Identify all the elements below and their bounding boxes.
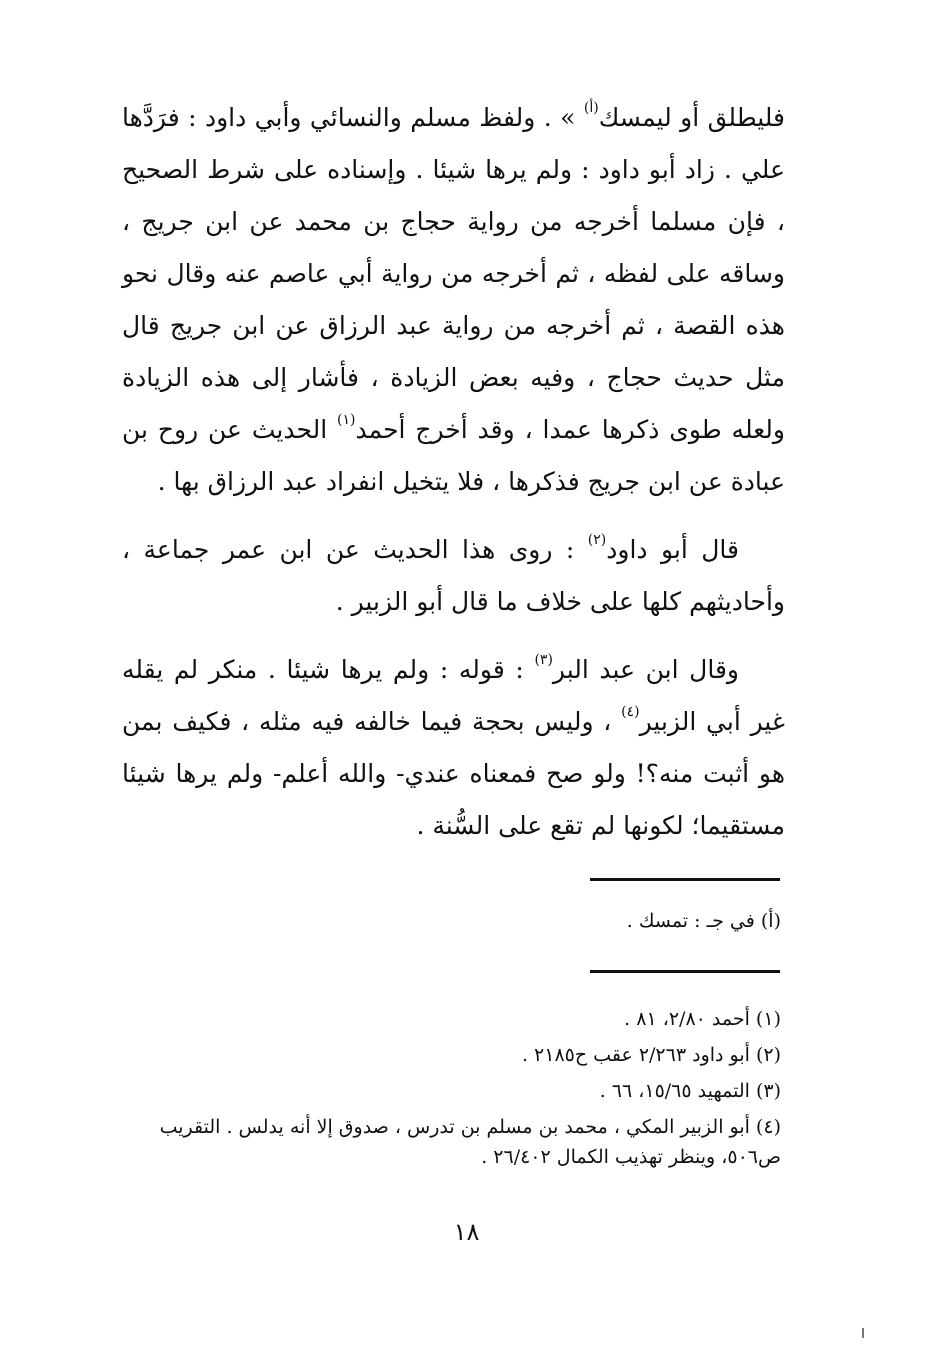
text-segment: فليطلق أو ليمسك (598, 103, 785, 132)
footnote-ref[interactable]: (١) (337, 412, 356, 428)
main-text-body (122, 92, 785, 868)
footnote-item: (٢) أبو داود ٢/٢٦٣ عقب ح٢١٨٥ . (521, 1044, 781, 1066)
footnote-item: (١) أحمد ٢/٨٠، ٨١ . (624, 1008, 781, 1030)
paragraph-1 (122, 92, 785, 508)
text-segment: قال أبو داود (606, 535, 739, 564)
variant-note-item: (أ) في جـ : تمسك . (626, 910, 781, 932)
footnote-item: (٤) أبو الزبير المكي ، محمد بن مسلم بن تدرس ، صدوق إلا أنه يدلس . التقريب ص٥٠٦، وينظر تهذيب الكمال ٢٦/٤٠٢ . (159, 1116, 781, 1168)
footnotes (118, 1004, 781, 1178)
text-segment: ، وليس بحجة فيما خالفه فيه مثله ، فكيف بمن هو أثبت منه؟! ولو صح فمعناه عندي- والله أعلم- ولم يرها شيئا مستقيما؛ لكونها لم تقع على السُّنة . (122, 707, 785, 840)
text-segment: : قوله : ولم يرها شيئا . منكر لم يقله غير أبي الزبير (122, 655, 785, 736)
variant-notes-separator (590, 878, 780, 881)
footnote-ref[interactable]: (٤) (621, 704, 640, 720)
paragraph-2 (122, 524, 785, 628)
variant-notes (120, 905, 781, 943)
text-segment: الحديث عن روح بن عبادة عن ابن جريج فذكرها ، فلا يتخيل انفراد عبد الرزاق بها . (122, 415, 785, 496)
text-segment: وقال ابن عبد البر (552, 655, 739, 684)
variant-note-ref[interactable]: (أ) (583, 100, 599, 116)
text-segment: : روى هذا الحديث عن ابن عمر جماعة ، وأحاديثهم كلها على خلاف ما قال أبو الزبير . (122, 535, 785, 616)
scan-speck (862, 1328, 864, 1338)
footnote-ref[interactable]: (٢) (587, 532, 607, 548)
page-number: ١٨ (453, 1218, 480, 1246)
footnote-ref[interactable]: (٣) (534, 652, 553, 668)
footnotes-separator (590, 970, 780, 973)
paragraph-3 (122, 644, 785, 852)
text-segment: » . ولفظ مسلم والنسائي وأبي داود : فرَدَّها علي . زاد أبو داود : ولم يرها شيئا . وإسناده على شرط الصحيح ، فإن مسلما أخرجه من رواية حجاج بن محمد عن ابن جريج ، وساقه على لفظه ، ثم أخرجه من رواية أبي عاصم عنه وقال نحو هذه القصة ، ثم أخرجه من رواية عبد الرزاق عن ابن جريج قال مثل حديث حجاج ، وفيه بعض الزيادة ، فأشار إلى هذه الزيادة ولعله طوى ذكرها عمدا ، وقد أخرج أحمد (122, 103, 785, 444)
footnote-item: (٣) التمهيد ١٥/٦٥، ٦٦ . (599, 1080, 781, 1102)
